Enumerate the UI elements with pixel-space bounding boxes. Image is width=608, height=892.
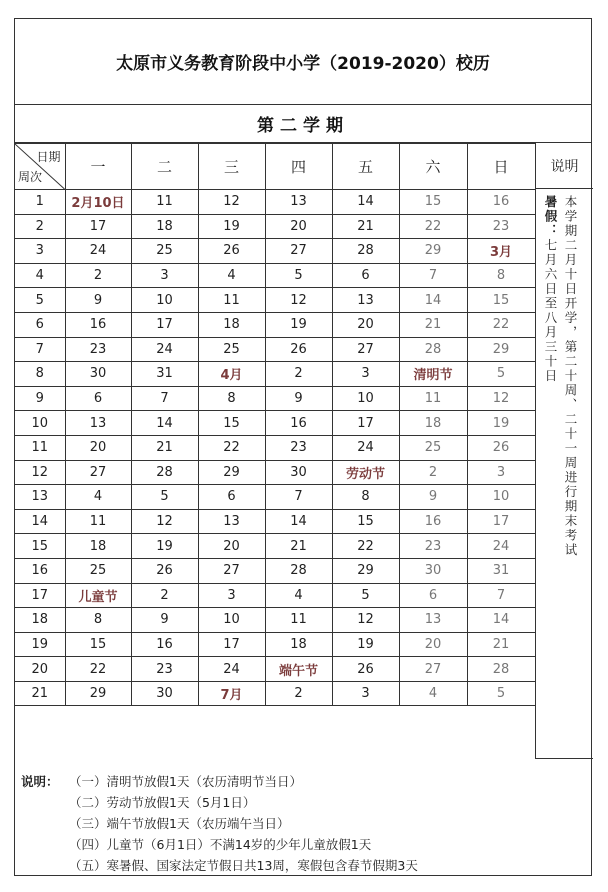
date-cell: 18 (399, 411, 467, 436)
date-cell: 23 (131, 657, 198, 682)
date-cell: 22 (467, 312, 535, 337)
date-cell: 6 (399, 583, 467, 608)
calendar-week-row (15, 337, 535, 362)
week-number-cell: 12 (15, 460, 65, 485)
date-cell: 29 (467, 337, 535, 362)
week-number-cell: 7 (15, 337, 65, 362)
date-cell: 3 (198, 583, 265, 608)
date-cell: 25 (399, 435, 467, 460)
week-number-cell: 17 (15, 583, 65, 608)
date-cell: 22 (399, 214, 467, 239)
date-cell: 24 (131, 337, 198, 362)
date-cell: 8 (467, 263, 535, 288)
calendar-week-row (15, 632, 535, 657)
date-cell: 23 (467, 214, 535, 239)
date-cell: 26 (265, 337, 332, 362)
date-cell: 14 (467, 608, 535, 633)
week-number-cell: 4 (15, 263, 65, 288)
calendar-week-row (15, 312, 535, 337)
date-cell: 23 (265, 435, 332, 460)
date-cell: 15 (65, 632, 131, 657)
date-cell: 20 (332, 312, 399, 337)
date-cell: 2 (399, 460, 467, 485)
date-cell: 9 (131, 608, 198, 633)
calendar-week-row (15, 657, 535, 682)
date-cell: 21 (131, 435, 198, 460)
date-cell: 10 (332, 386, 399, 411)
date-cell: 26 (332, 657, 399, 682)
week-number-cell: 8 (15, 362, 65, 387)
date-cell: 16 (467, 190, 535, 215)
date-cell: 17 (198, 632, 265, 657)
calendar-week-row (15, 534, 535, 559)
date-cell: 11 (65, 509, 131, 534)
date-cell: 10 (198, 608, 265, 633)
date-cell: 12 (467, 386, 535, 411)
date-cell: 5 (332, 583, 399, 608)
date-cell: 22 (332, 534, 399, 559)
date-cell: 29 (399, 239, 467, 264)
date-cell: 18 (131, 214, 198, 239)
date-cell: 29 (198, 460, 265, 485)
footnote-item: （五）寒暑假、国家法定节假日共13周，寒假包含春节假期3天 (69, 858, 418, 873)
week-number-cell: 20 (15, 657, 65, 682)
date-cell: 6 (332, 263, 399, 288)
footnotes-label: 说明： (21, 774, 59, 789)
date-cell: 20 (265, 214, 332, 239)
date-cell: 29 (332, 558, 399, 583)
date-cell: 19 (198, 214, 265, 239)
calendar-week-row (15, 288, 535, 313)
date-cell: 11 (399, 386, 467, 411)
week-number-cell: 21 (15, 681, 65, 706)
week-number-cell: 13 (15, 485, 65, 510)
date-cell: 15 (198, 411, 265, 436)
date-cell: 16 (131, 632, 198, 657)
summer-break-label: 暑假： (543, 195, 558, 239)
week-number-cell: 14 (15, 509, 65, 534)
date-cell: 11 (131, 190, 198, 215)
date-cell: 7 (467, 583, 535, 608)
footnote-item: （四）儿童节（6月1日）不满14岁的少年儿童放假1天 (69, 837, 372, 852)
date-cell: 4 (65, 485, 131, 510)
date-cell: 4 (399, 681, 467, 706)
date-cell: 28 (399, 337, 467, 362)
date-cell: 17 (131, 312, 198, 337)
calendar-table (15, 143, 536, 706)
date-cell: 20 (198, 534, 265, 559)
week-number-cell: 11 (15, 435, 65, 460)
date-cell: 16 (65, 312, 131, 337)
date-cell: 3 (467, 460, 535, 485)
date-cell: 7月 (198, 681, 265, 706)
date-cell: 14 (265, 509, 332, 534)
day-header-tue: 二 (131, 144, 198, 190)
date-cell: 28 (265, 558, 332, 583)
date-cell: 7 (265, 485, 332, 510)
calendar-week-row (15, 509, 535, 534)
corner-label-week: 周次 (18, 170, 43, 184)
calendar-week-row (15, 558, 535, 583)
date-cell: 25 (131, 239, 198, 264)
date-cell: 7 (399, 263, 467, 288)
date-cell: 22 (65, 657, 131, 682)
date-cell: 27 (65, 460, 131, 485)
date-cell: 17 (65, 214, 131, 239)
date-cell: 8 (332, 485, 399, 510)
calendar-week-row (15, 362, 535, 387)
calendar-header-row (15, 144, 535, 190)
date-cell: 11 (198, 288, 265, 313)
calendar-week-row (15, 608, 535, 633)
footnote-item: （一）清明节放假1天（农历清明节当日） (69, 774, 302, 789)
date-cell: 18 (65, 534, 131, 559)
date-cell: 25 (198, 337, 265, 362)
calendar-week-row (15, 681, 535, 706)
date-cell: 10 (467, 485, 535, 510)
date-cell: 8 (198, 386, 265, 411)
date-cell: 2 (131, 583, 198, 608)
date-cell: 15 (332, 509, 399, 534)
date-cell: 28 (467, 657, 535, 682)
date-cell: 13 (198, 509, 265, 534)
date-cell: 19 (131, 534, 198, 559)
calendar-week-row (15, 460, 535, 485)
calendar-frame (14, 18, 592, 876)
date-cell: 13 (65, 411, 131, 436)
date-cell: 13 (265, 190, 332, 215)
date-cell: 21 (399, 312, 467, 337)
date-cell: 5 (131, 485, 198, 510)
date-cell: 10 (131, 288, 198, 313)
date-cell: 27 (265, 239, 332, 264)
date-cell: 12 (332, 608, 399, 633)
date-cell: 2 (265, 681, 332, 706)
week-number-cell: 5 (15, 288, 65, 313)
calendar-week-row (15, 239, 535, 264)
week-number-cell: 1 (15, 190, 65, 215)
date-cell: 28 (131, 460, 198, 485)
date-cell: 16 (399, 509, 467, 534)
date-cell: 24 (65, 239, 131, 264)
day-header-thu: 四 (265, 144, 332, 190)
date-cell: 19 (265, 312, 332, 337)
date-cell: 14 (131, 411, 198, 436)
calendar-week-row (15, 435, 535, 460)
footnote-item: （三）端午节放假1天（农历端午当日） (69, 816, 290, 831)
date-cell: 劳动节 (332, 460, 399, 485)
date-cell: 26 (198, 239, 265, 264)
date-cell: 12 (198, 190, 265, 215)
week-number-cell: 3 (15, 239, 65, 264)
date-cell: 24 (198, 657, 265, 682)
date-cell: 24 (332, 435, 399, 460)
calendar-week-row (15, 485, 535, 510)
date-cell: 5 (467, 681, 535, 706)
date-cell: 4月 (198, 362, 265, 387)
week-number-cell: 9 (15, 386, 65, 411)
date-cell: 19 (332, 632, 399, 657)
date-cell: 18 (265, 632, 332, 657)
calendar-week-row (15, 190, 535, 215)
summer-break-note (542, 195, 558, 384)
date-cell: 4 (265, 583, 332, 608)
date-cell: 30 (131, 681, 198, 706)
date-cell: 31 (467, 558, 535, 583)
date-cell: 18 (198, 312, 265, 337)
date-cell: 9 (399, 485, 467, 510)
footnotes-list (69, 771, 418, 876)
date-cell: 26 (467, 435, 535, 460)
week-number-cell: 2 (15, 214, 65, 239)
date-cell: 25 (65, 558, 131, 583)
date-cell: 27 (399, 657, 467, 682)
footnote-item: （二）劳动节放假1天（5月1日） (69, 795, 256, 810)
date-cell: 22 (198, 435, 265, 460)
date-cell: 14 (399, 288, 467, 313)
date-cell: 19 (467, 411, 535, 436)
calendar-body (15, 190, 535, 706)
week-number-cell: 18 (15, 608, 65, 633)
date-cell: 28 (332, 239, 399, 264)
date-cell: 15 (399, 190, 467, 215)
date-cell: 端午节 (265, 657, 332, 682)
date-cell: 16 (265, 411, 332, 436)
date-cell: 12 (131, 509, 198, 534)
date-cell: 9 (265, 386, 332, 411)
date-cell: 6 (198, 485, 265, 510)
notes-column-header: 说明 (536, 143, 593, 189)
calendar-week-row (15, 386, 535, 411)
corner-header-cell (15, 144, 65, 190)
summer-break-dates: 七月六日至八月三十日 (543, 238, 558, 384)
date-cell: 3 (131, 263, 198, 288)
side-notes-column (535, 143, 593, 759)
date-cell: 21 (265, 534, 332, 559)
date-cell: 17 (332, 411, 399, 436)
date-cell: 24 (467, 534, 535, 559)
date-cell: 13 (399, 608, 467, 633)
week-number-cell: 16 (15, 558, 65, 583)
date-cell: 8 (65, 608, 131, 633)
corner-label-date: 日期 (36, 150, 61, 164)
page-title: 太原市义务教育阶段中小学（2019-2020）校历 (15, 19, 591, 105)
date-cell: 30 (65, 362, 131, 387)
date-cell: 21 (332, 214, 399, 239)
calendar-week-row (15, 263, 535, 288)
date-cell: 20 (65, 435, 131, 460)
date-cell: 5 (265, 263, 332, 288)
day-header-mon: 一 (65, 144, 131, 190)
date-cell: 3月 (467, 239, 535, 264)
date-cell: 14 (332, 190, 399, 215)
date-cell: 儿童节 (65, 583, 131, 608)
date-cell: 3 (332, 681, 399, 706)
day-header-wed: 三 (198, 144, 265, 190)
date-cell: 2月10日 (65, 190, 131, 215)
date-cell: 30 (265, 460, 332, 485)
date-cell: 31 (131, 362, 198, 387)
week-number-cell: 15 (15, 534, 65, 559)
date-cell: 2 (65, 263, 131, 288)
day-header-fri: 五 (332, 144, 399, 190)
semester-schedule-note: 本学期二月十日开学，第二十周、二十一周进行期末考试 (563, 195, 578, 558)
date-cell: 20 (399, 632, 467, 657)
date-cell: 27 (332, 337, 399, 362)
date-cell: 23 (399, 534, 467, 559)
date-cell: 清明节 (399, 362, 467, 387)
date-cell: 9 (65, 288, 131, 313)
calendar-week-row (15, 214, 535, 239)
calendar-week-row (15, 583, 535, 608)
date-cell: 3 (332, 362, 399, 387)
date-cell: 7 (131, 386, 198, 411)
week-number-cell: 6 (15, 312, 65, 337)
week-number-cell: 19 (15, 632, 65, 657)
date-cell: 23 (65, 337, 131, 362)
date-cell: 2 (265, 362, 332, 387)
date-cell: 11 (265, 608, 332, 633)
date-cell: 5 (467, 362, 535, 387)
date-cell: 4 (198, 263, 265, 288)
calendar-week-row (15, 411, 535, 436)
date-cell: 27 (198, 558, 265, 583)
date-cell: 26 (131, 558, 198, 583)
day-header-sun: 日 (467, 144, 535, 190)
date-cell: 30 (399, 558, 467, 583)
date-cell: 21 (467, 632, 535, 657)
semester-heading: 第二学期 (15, 105, 591, 143)
date-cell: 17 (467, 509, 535, 534)
date-cell: 12 (265, 288, 332, 313)
week-number-cell: 10 (15, 411, 65, 436)
date-cell: 29 (65, 681, 131, 706)
day-header-sat: 六 (399, 144, 467, 190)
date-cell: 15 (467, 288, 535, 313)
date-cell: 13 (332, 288, 399, 313)
date-cell: 6 (65, 386, 131, 411)
